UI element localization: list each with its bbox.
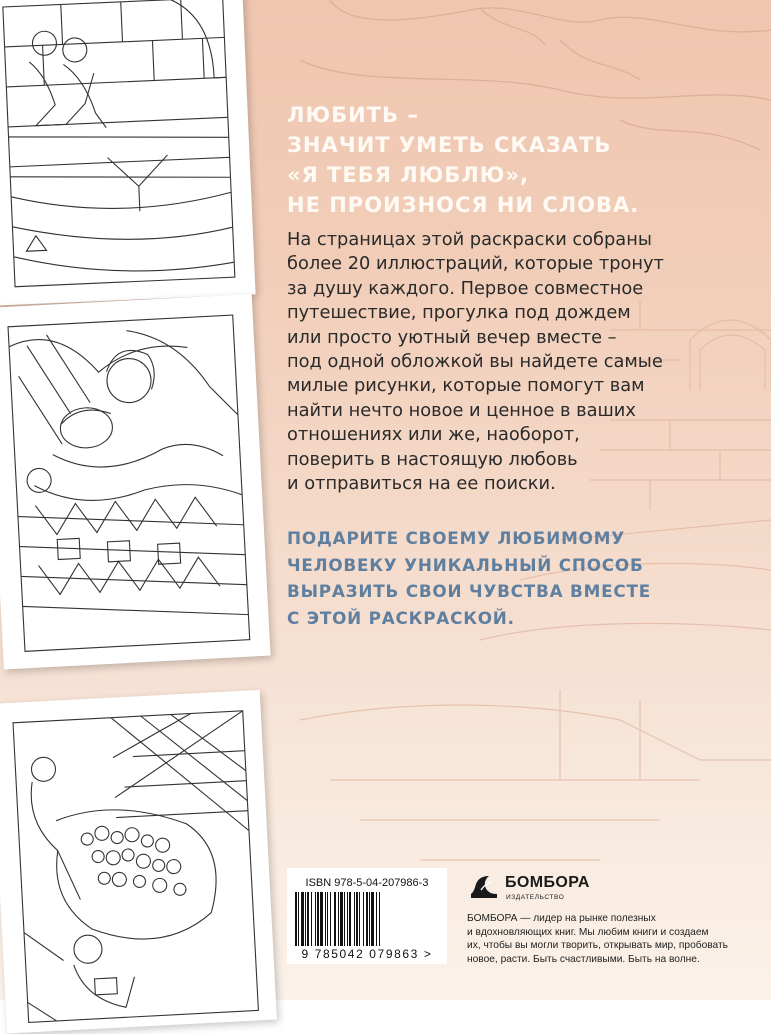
description-line: отношениях или же, наоборот, xyxy=(287,424,580,446)
illustration-card-couple-on-bench xyxy=(0,0,256,306)
publisher-blurb xyxy=(467,912,757,966)
barcode-bar xyxy=(295,892,297,946)
headline-line: ЗНАЧИТ УМЕТЬ СКАЗАТЬ xyxy=(287,133,612,157)
publisher-logo xyxy=(467,872,707,902)
description-line: поверить в настоящую любовь xyxy=(287,448,578,470)
barcode-bar xyxy=(338,892,339,946)
description-line: за душу каждого. Первое совместное xyxy=(287,277,644,299)
headline-line: «Я ТЕБЯ ЛЮБЛЮ», xyxy=(287,163,529,187)
barcode-bar xyxy=(298,892,299,946)
headline-line: НЕ ПРОИЗНОСЯ НИ СЛОВА. xyxy=(287,193,640,217)
description-text xyxy=(287,228,757,496)
description-line: найти нечто новое и ценное в ваших xyxy=(287,399,636,421)
publisher-blurb-line: и вдохновляющих книг. Мы любим книги и создаем xyxy=(467,926,709,938)
barcode-bar xyxy=(344,892,345,946)
barcode-bar xyxy=(340,892,343,946)
publisher-blurb-line: их, чтобы вы могли творить, открывать мир, пробовать xyxy=(467,940,728,952)
call-line: ПОДАРИТЕ СВОЕМУ ЛЮБИМОМУ xyxy=(287,528,625,548)
headline-line: ЛЮБИТЬ – xyxy=(287,103,419,127)
illustration-card-couple-bath xyxy=(0,690,277,1034)
barcode-bar xyxy=(334,892,336,946)
barcode-bar xyxy=(301,892,304,946)
publisher-blurb-line: новое, расти. Быть счастливыми. Быть на волне. xyxy=(467,953,700,965)
barcode-bar xyxy=(376,892,377,946)
barcode-digits: 9 785042 079863 > xyxy=(301,947,433,961)
barcode-bar xyxy=(359,892,360,946)
barcode-bar xyxy=(371,892,374,946)
description-line: и отправиться на ее поиски. xyxy=(287,473,556,495)
bath-sketch xyxy=(0,690,277,1034)
illustration-card-couple-sleeping xyxy=(0,294,271,669)
barcode-bar xyxy=(369,892,370,946)
isbn-label: ISBN 978-5-04-207986-3 xyxy=(305,877,429,889)
barcode-bar xyxy=(347,892,348,946)
barcode-bar xyxy=(330,892,331,946)
barcode-bar xyxy=(349,892,351,946)
call-line: ЧЕЛОВЕКУ УНИКАЛЬНЫЙ СПОСОБ xyxy=(287,554,644,575)
barcode-bar xyxy=(366,892,368,946)
description-line: На страницах этой раскраски собраны xyxy=(287,229,652,250)
barcode-bar xyxy=(315,892,316,946)
barcode-bar xyxy=(379,892,380,946)
description-line: путешествие, прогулка под дождем xyxy=(287,302,631,324)
barcode-bar xyxy=(305,892,306,946)
barcode-bar xyxy=(327,892,328,946)
publisher-subtitle: ИЗДАТЕЛЬСТВО xyxy=(506,894,565,901)
couple-sketch xyxy=(0,0,256,306)
barcode-bar xyxy=(307,892,309,946)
bombora-wave-icon xyxy=(467,872,501,902)
barcode-bars xyxy=(293,892,441,946)
barcode-bar xyxy=(320,892,323,946)
barcode-bar xyxy=(311,892,312,946)
call-to-action xyxy=(287,525,757,631)
barcode-bar xyxy=(356,892,358,946)
barcode-bar xyxy=(325,892,326,946)
barcode-bar xyxy=(317,892,319,946)
description-line: более 20 иллюстраций, которые тронут xyxy=(287,253,664,275)
barcode-block xyxy=(287,868,447,964)
description-line: под одной обложкой вы найдете самые xyxy=(287,351,663,373)
description-line: или просто уютный вечер вместе – xyxy=(287,326,617,348)
publisher-blurb-line: БОМБОРА — лидер на рынке полезных xyxy=(467,913,656,924)
headline xyxy=(287,100,757,220)
barcode-bar xyxy=(363,892,364,946)
description-line: милые рисунки, которые помогут вам xyxy=(287,375,645,397)
call-line: С ЭТОЙ РАСКРАСКОЙ. xyxy=(287,607,515,628)
sleeping-sketch xyxy=(0,294,271,669)
call-line: ВЫРАЗИТЬ СВОИ ЧУВСТВА ВМЕСТЕ xyxy=(287,581,652,601)
barcode-bar xyxy=(354,892,355,946)
publisher-name: БОМБОРА xyxy=(505,874,590,891)
